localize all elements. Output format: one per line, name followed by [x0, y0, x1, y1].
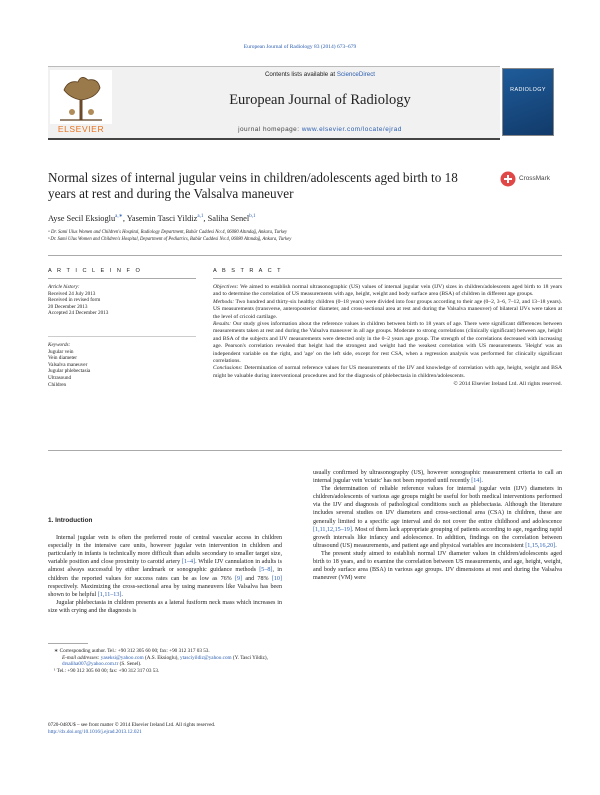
abstract-bottom-divider — [48, 450, 562, 451]
email-label: E-mail addresses: — [62, 654, 100, 661]
keywords-label: Keywords: — [48, 341, 71, 348]
methods-text: Two hundred and thirty-six healthy children (0–18 years) were divided into four groups according to their age (0–2, 3–6, 7–12, and 13–18 years). US measurements (transverse, anteroposterior diameter, and cross-sectional area at rest and during the Valsalva maneuver) of bilateral IJVs were taken at the level of cricoid cartilage. — [213, 298, 562, 320]
crossmark-badge[interactable] — [500, 171, 570, 187]
crossmark-label: CrossMark — [519, 175, 550, 182]
issn-line: 0720-048X/$ – see front matter © 2014 Elsevier Ireland Ltd. All rights reserved. — [48, 722, 216, 728]
journal-citation: European Journal of Radiology 83 (2014) 673–679 — [243, 44, 357, 50]
author-list: Ayse Secil Eksioglu$^{a,∗}$, Yasemin Tasci Yildiz$^{a,1}$, Saliha Senel$^{b,1}$ — [48, 213, 256, 223]
results-text: Our study gives information about the reference values in children between birth to 18 years of age. There were significant differences between measurements taken at rest and during the Valsalva maneuver in all age groups. Moderate to strong correlations (clinically significant) between age, height and BSA of the subjects and IJV measurements were detected only in the 0–2 years age group. The strength of the correlations decreased with increasing age. Pearson's correlation revealed that height had the strongest and weight had the weakest correlation with US measurements. 'Height' was an independent variable on the right, and 'age' on the left side, except for rest CSA, when a regression analysis was performed for clinically significant correlations. — [213, 321, 562, 365]
author-1: Ayse Secil Eksioglu — [48, 213, 116, 223]
objectives-label: Objectives: — [213, 284, 239, 290]
footnote-rule — [48, 643, 88, 644]
intro-column-right — [313, 469, 562, 582]
intro-paragraph-1: Internal jugular vein is often the preferred route of central vascular access in children especially in the intensive care units, however jugular vein intervention in children and particularly in infants is technically more difficult than adults secondary to smaller target size, variable position and close proximity to carotid artery [1–4]. While IJV cannulation in adults is almost always successful by either landmark or sonographic guidance methods [5–8], in children the reported values for success rates can be as low as 76% [9] and 78% [10] respectively. Maximizing the cross-sectional area by using maneuvers like Valsalva has been shown to be helpful [1,11–13]. — [48, 535, 282, 598]
issn-footer — [48, 722, 282, 735]
doi-link[interactable]: http://dx.doi.org/10.1016/j.ejrad.2013.12.021 — [48, 728, 142, 735]
homepage-link[interactable]: www.elsevier.com/locate/ejrad — [301, 126, 402, 133]
conclusions-label: Conclusions: — [213, 365, 243, 372]
author-2: Yasemin Tasci Yildiz — [126, 213, 198, 223]
author-1-sup: a,∗ — [115, 214, 123, 219]
abstract-divider — [213, 278, 562, 279]
cover-title: RADIOLOGY — [510, 87, 546, 93]
conclusions-text: Determination of normal reference values for US measurements of the IJV and knowledge of correlation with age, height, weight and BSA might be valuable during interventional procedures and for the diagnosis of phlebectasia in children/adolescents. — [213, 365, 562, 379]
keyword: Ultrasound — [48, 374, 72, 381]
abstract-heading: A B S T R A C T — [213, 268, 283, 274]
email-link[interactable]: ytasciyildiz@yahoo.com — [180, 654, 232, 661]
affiliation-b: ᵇ Dr. Sami Ulus Women and Children's Hospital, Department of Pediatrics, Babür Caddesi No:4, 06080 Altındağ, Ankara, Turkey — [48, 237, 292, 242]
intro-column-left — [48, 517, 282, 615]
author-3-sup: b,1 — [249, 214, 256, 219]
email-addresses: E-mail addresses: yaseksi@yahoo.com (A.S. Eksioglu), ytasciyildiz@yahoo.com (Y. Tasci Yildiz), drsaliha007@yahoo.com.tr (S. Senel). — [62, 654, 268, 668]
citation-link[interactable]: [9] — [235, 575, 243, 582]
methods-label: Methods: — [213, 298, 235, 305]
contents-prefix: Contents lists available at — [264, 71, 336, 78]
homepage-label: journal homepage: — [238, 126, 300, 133]
sciencedirect-link[interactable]: ScienceDirect — [336, 71, 376, 78]
article-info-heading: A R T I C L E I N F O — [48, 268, 142, 274]
author-2-sup: a,1 — [197, 214, 204, 219]
affiliation-a: ᵃ Dr. Sami Ulus Women and Children's Hospital, Radiology Department, Babür Caddesi No:4, 06080 Altındağ, Ankara, Turkey — [48, 230, 288, 235]
intro-continuation: usually confirmed by ultrasonography (US), however sonographic measurement criteria to call an internal jugular vein 'ectatic' has not been reported until recently [14]. — [313, 470, 562, 485]
intro-paragraph-4: The present study aimed to establish normal IJV diameter values in children/adolescents aged birth to 18 years, and to examine the correlation between US measurements, and age, height, weight, and body surface area (BSA) in various age groups. IJV dimensions at rest and during the Valsalva maneuver (VM) were — [313, 550, 562, 582]
history-item: Received in revised form — [48, 297, 101, 304]
contents-line — [140, 71, 500, 78]
footnotes — [48, 648, 282, 674]
objectives-text: We aimed to establish normal ultrasonographic (US) values of internal jugular vein (IJV) sizes in children/adolescents aged birth to 18 years and to determine the correlation of US measurements with age, height, weight and body surface area (BSA) of children in different age groups. — [213, 284, 562, 298]
email-link[interactable]: yaseksi@yahoo.com — [100, 654, 144, 661]
history-item: Received 24 July 2013 — [48, 290, 96, 297]
keyword: Valsalva maneuver — [48, 361, 88, 368]
citation-link[interactable]: [1–4] — [181, 559, 196, 566]
keyword: Children — [48, 381, 67, 388]
intro-paragraph-3: The determination of reliable reference values for internal jugular vein (IJV) diameters in children/adolescents of various age groups might be useful for both medical interventions performed via the IJV and diagnosis of pathological conditions such as phlebectasia. Although the literature includes several studies on IJV diameters and cross-sectional area (CSA) in children, these are generally limited to a specific age interval and do not cover the entire childhood and adolescence [1,11,12,15–19]. Most of them lack appropriate grouping of patients according to age, regarding rapid growth intervals like infancy and adolescence. In addition, findings on the correlation between ultrasound (US) measurements, and patient age and physical variables are inconsistent [1,15,16,20]. — [313, 486, 562, 549]
intro-paragraph-2: Jugular phlebectasia in children presents as a lateral fusiform neck mass which increases in size with crying and the diagnosis is — [48, 599, 282, 614]
journal-cover — [502, 68, 554, 136]
elsevier-tree-logo — [50, 70, 112, 124]
citation-link[interactable]: [1,11–13] — [97, 591, 122, 598]
author-3: Saliha Senel — [207, 213, 250, 223]
elsevier-wordmark: ELSEVIER — [57, 124, 105, 134]
abstract-body — [213, 284, 562, 389]
citation-link[interactable]: [1,11,12,15–19] — [313, 526, 352, 533]
history-item: Accepted 24 December 2013 — [48, 310, 109, 317]
history-label: Article history: — [48, 284, 80, 290]
corresponding-author-note: ∗ Corresponding author. Tel.: +90 312 305 60 00; fax: +90 312 317 03 53. — [54, 648, 210, 654]
journal-homepage — [140, 126, 500, 133]
info-divider — [48, 278, 196, 279]
crossmark-icon — [500, 171, 516, 187]
affiliations — [48, 229, 548, 243]
email-link[interactable]: drsaliha007@yahoo.com.tr — [62, 661, 119, 668]
article-info — [48, 284, 196, 388]
keywords-divider — [48, 336, 196, 337]
keyword: Jugular phlebectasia — [48, 368, 91, 375]
citation-link[interactable]: [1,15,16,20] — [525, 542, 556, 549]
intro-heading: 1. Introduction — [48, 517, 93, 524]
journal-title: European Journal of Radiology — [229, 92, 411, 108]
abstract-copyright: © 2014 Elsevier Ireland Ltd. All rights reserved. — [453, 381, 562, 388]
citation-link[interactable]: [5–8] — [259, 567, 273, 574]
article-title: Normal sizes of internal jugular veins in children/adolescents aged birth to 18 years at rest and during the Valsalva maneuver — [48, 170, 458, 201]
title-divider — [48, 255, 562, 256]
history-item: 20 December 2013 — [48, 303, 88, 310]
citation-link[interactable]: [14] — [471, 478, 482, 485]
results-label: Results: — [213, 321, 232, 328]
citation-link[interactable]: [10] — [271, 575, 282, 582]
keyword: Vein diameter — [48, 355, 77, 362]
keyword: Jugular vein — [48, 348, 74, 355]
tel-note: ¹ Tel.: +90 312 305 60 00; fax: +90 312 317 03 53. — [54, 667, 160, 674]
